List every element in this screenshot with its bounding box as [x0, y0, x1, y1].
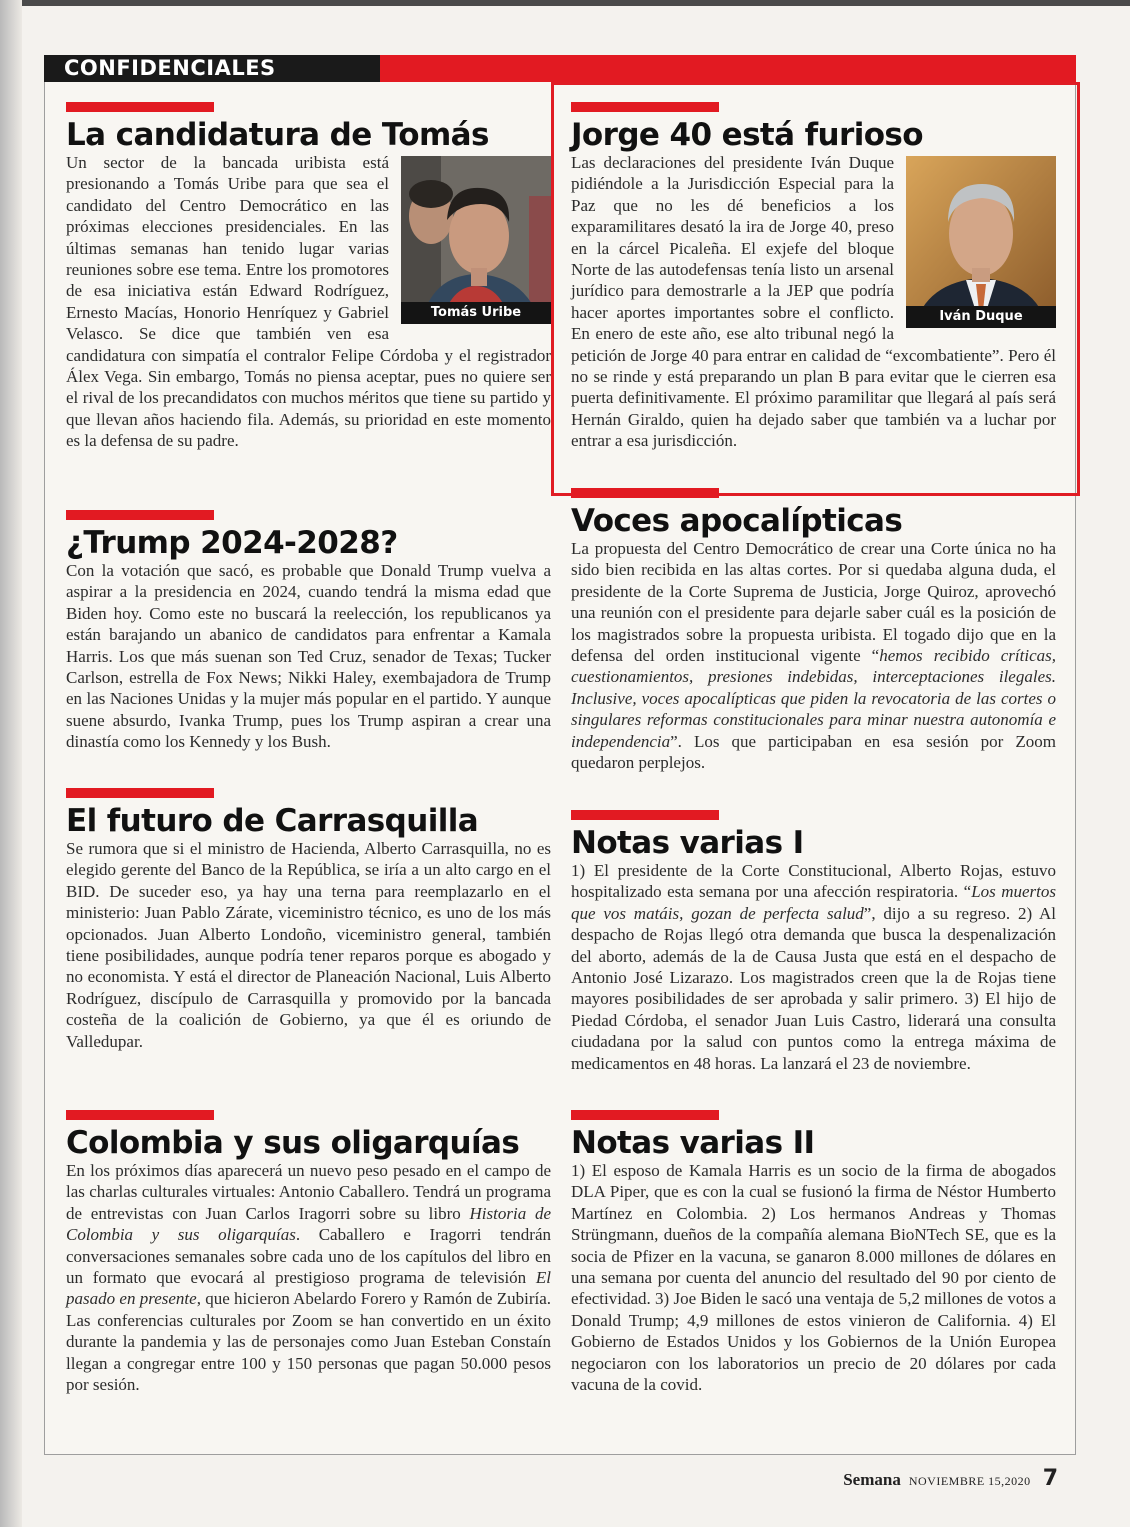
headline-accent-bar — [66, 788, 214, 798]
article-notas-varias-2 — [571, 1110, 1056, 1395]
headline-accent-bar — [66, 102, 214, 112]
headline: La candidatura de Tomás — [66, 117, 489, 153]
magazine-name: Semana — [843, 1470, 901, 1489]
section-title: CONFIDENCIALES — [64, 56, 276, 80]
headline: El futuro de Carrasquilla — [66, 803, 479, 839]
headline-accent-bar — [571, 810, 719, 820]
headline-accent-bar — [571, 102, 719, 112]
headline-accent-bar — [571, 1110, 719, 1120]
headline: Jorge 40 está furioso — [571, 117, 923, 153]
article-voces-apocalipticas — [571, 488, 1056, 773]
article-body: Con la votación que sacó, es probable que Donald Trump vuelva a aspirar a la presidencia en 2024, cuando tendrá la misma edad que Biden hoy. Como este no buscará la reelección, los republicanos ya están barajando un abanico de candidatos para enfrentar a Kamala Harris. Los que más suenan son Ted Cruz, senador de Texas; Tucker Carlson, estrella de Fox News; Nikki Haley, exembajadora de Trump en las Naciones Unidas y la mujer más popular en el partido. Y aunque suene absurdo, Ivanka Trump, pues los Trump aspiran a crear una dinastía como los Kennedy y los Bush. — [66, 561, 551, 752]
section-header-bar — [44, 55, 1076, 82]
article-body: Iván Duque Las declaraciones del presidente Iván Duque pidiéndole a la Jurisdicción Especial para la Paz que no les dé beneficios a los exparamilitares desató la ira de Jorge 40, preso en la cárcel Picaleña. El exjefe del bloque Norte de las autodefensas tenía listo un arsenal jurídico para demostrarle a la JEP que podría hacer aportes importantes sobre el conflicto. En enero de este año, ese alto tribunal negó la petición de Jorge 40 para entrar en calidad de “excombatiente”. Pero él no se rinde y está preparando un plan B para evitar que le cierren esa puerta definitivamente. El próximo paramilitar que llegará al país será Hernán Giraldo, quien ha dejado saber que también va a luchar por entrar a esa jurisdicción. — [571, 153, 1056, 451]
article-colombia-oligarquias — [66, 1110, 551, 1395]
photo-ivan-duque — [906, 156, 1056, 328]
page-number: 7 — [1042, 1466, 1058, 1491]
headline-accent-bar — [571, 488, 719, 498]
program-title: El pasado en presente — [66, 1268, 551, 1309]
article-body: 1) El esposo de Kamala Harris es un socio de la firma de abogados DLA Piper, que es con la cual se fusionó la firma de Néstor Humberto Martínez en Colombia. 2) Los hermanos Andreas y Thomas Strüngmann, dueños de la compañía alemana BioNTech SE, que es la socia de Pfizer en la vacuna, se ganaron 8.000 millones de dólares en una semana por cuenta del anuncio del resultado del 90 por ciento de efectividad. 3) Joe Biden le sacó una ventaja de 5,2 millones de votos a Donald Trump; 4,9 millones de estos vinieron de California. 4) El Gobierno de Estados Unidos y los Gobiernos de la Unión Europea negociaron con los laboratorios un precio de 20 dólares por cada vacuna de la covid. — [571, 1161, 1056, 1395]
quote: hemos recibido críticas, cuestionamientos, presiones indebidas, interceptaciones ilegales. Inclusive, voces apocalípticas que piden la revocatoria de las cortes o singulares reformas constitucionales para minar nuestra autonomía e independencia — [571, 646, 1056, 751]
article-jorge-40 — [571, 102, 1056, 452]
article-trump-2024 — [66, 510, 551, 753]
article-candidatura-tomas — [66, 102, 551, 452]
article-body: Se rumora que si el ministro de Hacienda, Alberto Carrasquilla, no es elegido gerente del Banco de la República, se iría a un alto cargo en el BID. De suceder eso, ya hay una terna para reemplazarlo en el ministerio: Juan Pablo Zárate, viceministro técnico, es uno de los más opcionados. Juan Alberto Londoño, viceministro general, también tiene posibilidades, aunque podría tener reparos porque es abogado y no economista. Y está el director de Planeación Nacional, Luis Alberto Rodríguez, discípulo de Carrasquilla y promovido por la bancada costeña de la coalición de Gobierno, ya que él es oriundo de Valledupar. — [66, 839, 551, 1051]
page-spine-shadow — [0, 0, 22, 1527]
page-top-edge — [0, 0, 1130, 6]
headline: Voces apocalípticas — [571, 503, 903, 539]
headline: Colombia y sus oligarquías — [66, 1125, 520, 1161]
article-body: 1) El presidente de la Corte Constitucional, Alberto Rojas, estuvo hospitalizado esta semana por una afección respiratoria. “Los muertos que vos matáis, gozan de perfecta salud”, dijo a su regreso. 2) Al despacho de Rojas llegó otra demanda que busca la despenalización del aborto, además de la de Causa Justa que está en el despacho de Antonio José Lizarazo. Los magistrados creen que la de Rojas tiene mayores posibilidades de ser aprobada y salir primero. 3) El hijo de Piedad Córdoba, el senador Juan Luis Castro, liderará una consulta ciudadana por la salud con puntos como la entrega máxima de medicamentos en 48 horas. La lanzará el 23 de noviembre. — [571, 861, 1056, 1073]
article-notas-varias-1 — [571, 810, 1056, 1074]
page-footer — [843, 1466, 1058, 1491]
article-body: Tomás Uribe Un sector de la bancada uribista está presionando a Tomás Uribe para que sea el candidato del Centro Democrático en las próximas elecciones presidenciales. En las últimas semanas han tenido lugar varias reuniones sobre ese tema. Entre los promotores de esa iniciativa están Edward Rodríguez, Ernesto Macías, Honorio Henríquez y Gabriel Velasco. Se dice que también ven esa candidatura con simpatía el contralor Felipe Córdoba y el registrador Álex Vega. Sin embargo, Tomás no piensa aceptar, pues no quiere ser el rival de los precandidatos con muchos méritos que tiene su partido y que llevan años haciendo fila. Además, su prioridad en este momento es la defensa de su padre. — [66, 153, 551, 451]
headline-accent-bar — [66, 1110, 214, 1120]
portrait-image — [906, 156, 1056, 328]
headline: Notas varias I — [571, 825, 804, 861]
quote: Los muertos que vos matáis, gozan de perfecta salud — [571, 882, 1056, 923]
photo-caption: Tomás Uribe — [401, 302, 551, 324]
article-futuro-carrasquilla — [66, 788, 551, 1052]
book-title: Historia de Colombia y sus oligarquías — [66, 1203, 551, 1245]
headline-accent-bar — [66, 510, 214, 520]
article-body: La propuesta del Centro Democrático de crear una Corte única no ha sido bien recibida en las altas cortes. Por si quedaba alguna duda, el presidente de la Corte Suprema de Justicia, Jorge Quiroz, aprovechó una reunión con el presidente para dejarle saber cuál es la posición de los magistrados sobre la propuesta uribista. El togado dijo que en la defensa del orden institucional vigente “hemos recibido críticas, cuestionamientos, presiones indebidas, interceptaciones ilegales. Inclusive, voces apocalípticas que piden la revocatoria de las cortes o singulares reformas constitucionales para minar nuestra autonomía e independencia”. Los que participaban en esa sesión por Zoom quedaron perplejos. — [571, 539, 1056, 773]
headline: ¿Trump 2024-2028? — [66, 525, 398, 561]
issue-date: NOVIEMBRE 15,2020 — [908, 1474, 1031, 1488]
photo-caption: Iván Duque — [906, 306, 1056, 328]
article-body: En los próximos días aparecerá un nuevo peso pesado en el campo de las charlas culturales virtuales: Antonio Caballero. Tendrá un programa de entrevistas con Juan Carlos Iragorri sobre su libro Historia de Colombia y sus oligarquías. Caballero e Iragorri tendrán conversaciones semanales sobre cada uno de los capítulos del libro en un formato que evocará al prestigioso programa de televisión El pasado en presente, que hicieron Abelardo Forero y Ramón de Zubiría. Las conferencias culturales por Zoom se han convertido en un éxito durante la pandemia y las de personajes como Juan Esteban Constaín llegan a congregar entre 100 y 150 personas que pagan 50.000 pesos por sesión. — [66, 1161, 551, 1395]
portrait-image — [401, 156, 551, 324]
photo-tomas-uribe — [401, 156, 551, 324]
headline: Notas varias II — [571, 1125, 815, 1161]
